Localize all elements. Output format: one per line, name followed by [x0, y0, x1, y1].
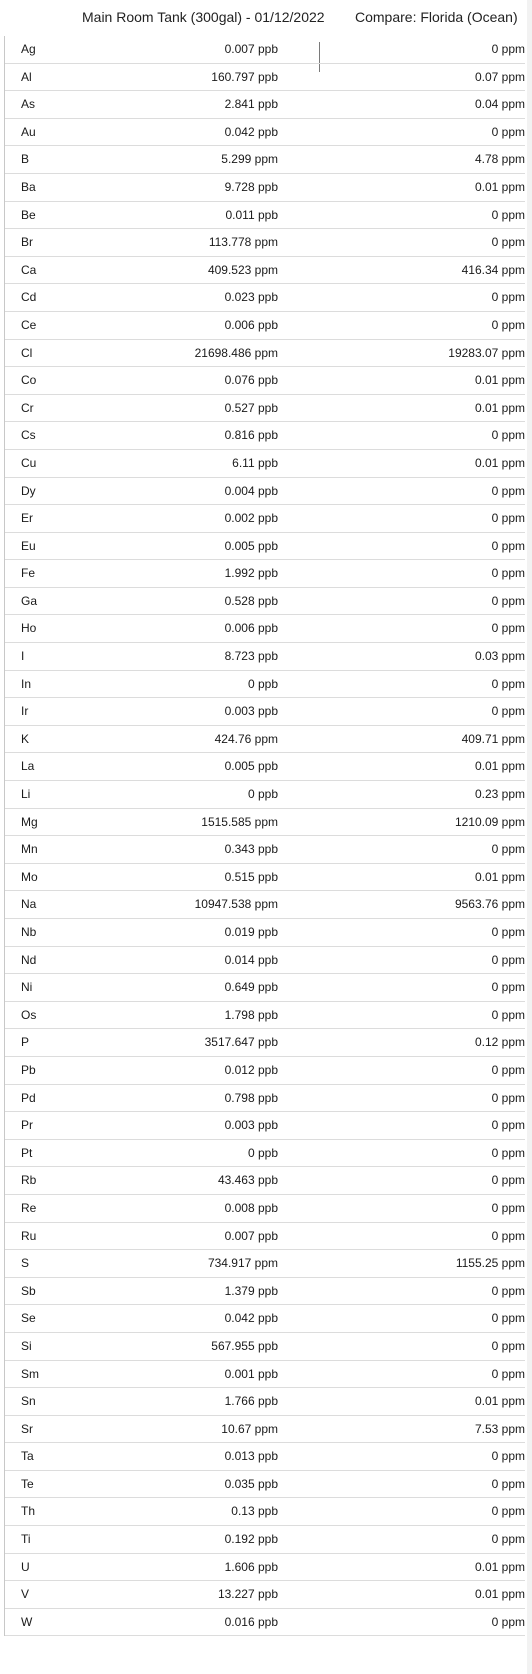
compare-value: 0.01 ppm	[474, 1394, 525, 1409]
tank-value: 0.343 ppb	[224, 842, 278, 857]
compare-value: 0 ppm	[491, 704, 525, 719]
tank-value: 0.001 ppb	[224, 1366, 278, 1381]
tank-value: 0.005 ppb	[224, 759, 278, 774]
element-symbol: Re	[21, 1200, 37, 1215]
compare-value: 0 ppm	[491, 1200, 525, 1215]
compare-value: 19283.07 ppm	[448, 345, 525, 360]
element-symbol: P	[21, 1035, 30, 1050]
table-row	[5, 1195, 525, 1223]
tank-value: 0.003 ppb	[224, 1118, 278, 1133]
element-symbol: Pd	[21, 1090, 36, 1105]
element-symbol: Ba	[21, 179, 36, 194]
tank-value: 0.004 ppb	[224, 483, 278, 498]
element-symbol: Cd	[21, 290, 37, 305]
element-symbol: Ho	[21, 621, 37, 636]
element-symbol: W	[21, 1614, 33, 1629]
compare-value: 0 ppm	[491, 1145, 525, 1160]
tank-value: 10947.538 ppm	[194, 897, 278, 912]
compare-value: 0 ppm	[491, 290, 525, 305]
table-row	[5, 974, 525, 1002]
element-symbol: Fe	[21, 566, 36, 581]
table-row	[5, 781, 525, 809]
table-row	[5, 312, 525, 340]
compare-value: 9563.76 ppm	[454, 897, 525, 912]
compare-value: 0 ppm	[491, 1449, 525, 1464]
tank-column-title: Main Room Tank (300gal) - 01/12/2022	[82, 9, 325, 25]
tank-value: 0.006 ppb	[224, 621, 278, 636]
compare-value: 0.01 ppm	[474, 759, 525, 774]
table-row	[5, 1581, 525, 1609]
tank-value: 0.023 ppb	[224, 290, 278, 305]
compare-value: 0 ppm	[491, 1504, 525, 1519]
compare-value: 0 ppm	[491, 980, 525, 995]
element-symbol: Si	[21, 1338, 32, 1353]
table-row	[5, 1029, 525, 1057]
compare-value: 0 ppm	[491, 1283, 525, 1298]
tank-value: 13.227 ppb	[217, 1587, 278, 1602]
tank-value: 0.003 ppb	[224, 704, 278, 719]
table-row	[5, 395, 525, 423]
tank-value: 0 ppb	[247, 1145, 278, 1160]
table-row	[5, 809, 525, 837]
element-symbol: B	[21, 152, 30, 167]
element-symbol: Au	[21, 124, 36, 139]
element-symbol: Ni	[21, 980, 33, 995]
table-row	[5, 367, 525, 395]
table-row	[5, 588, 525, 616]
tank-value: 0.013 ppb	[224, 1449, 278, 1464]
tank-value: 1.766 ppb	[224, 1394, 278, 1409]
element-symbol: K	[21, 731, 30, 746]
tank-value: 0.035 ppb	[224, 1476, 278, 1491]
compare-value: 0 ppm	[491, 1173, 525, 1188]
element-symbol: Pr	[21, 1118, 33, 1133]
element-symbol: Os	[21, 1007, 37, 1022]
table-row	[5, 1140, 525, 1168]
table-row	[5, 947, 525, 975]
compare-value: 0.01 ppm	[474, 373, 525, 388]
tank-value: 0.649 ppb	[224, 980, 278, 995]
tank-value: 1515.585 ppm	[201, 814, 278, 829]
element-symbol: Dy	[21, 483, 36, 498]
tank-value: 0.042 ppb	[224, 1311, 278, 1326]
element-symbol: Cl	[21, 345, 33, 360]
table-row	[5, 1416, 525, 1444]
element-symbol: Na	[21, 897, 37, 912]
element-symbol: Ag	[21, 42, 36, 56]
element-symbol: Mn	[21, 842, 38, 857]
table-row	[5, 1057, 525, 1085]
tank-value: 0.515 ppb	[224, 869, 278, 884]
tank-value: 0.005 ppb	[224, 538, 278, 553]
element-symbol: Nb	[21, 925, 37, 939]
tank-value: 5.299 ppm	[221, 152, 278, 167]
compare-value: 0.01 ppm	[474, 455, 525, 470]
element-symbol: Ti	[21, 1532, 31, 1547]
table-row	[5, 478, 525, 506]
table-row	[5, 64, 525, 92]
compare-value: 0 ppm	[491, 952, 525, 967]
tank-value: 0.011 ppb	[225, 207, 278, 222]
compare-value: 0 ppm	[491, 1476, 525, 1491]
compare-value: 0 ppm	[491, 593, 525, 608]
table-row	[5, 753, 525, 781]
tank-value: 409.523 ppm	[207, 262, 278, 277]
element-symbol: U	[21, 1559, 30, 1574]
comparison-header	[0, 0, 532, 36]
tank-value: 0.008 ppb	[224, 1200, 278, 1215]
element-symbol: Ga	[21, 593, 38, 608]
element-symbol: Cr	[21, 400, 34, 415]
element-symbol: La	[21, 759, 35, 774]
table-row	[5, 726, 525, 754]
element-symbol: As	[21, 97, 36, 112]
compare-value: 0 ppm	[491, 1614, 525, 1629]
tank-value: 160.797 ppb	[211, 69, 278, 84]
element-symbol: Mg	[21, 814, 38, 829]
element-symbol: Sn	[21, 1394, 36, 1409]
tank-value: 1.379 ppb	[224, 1283, 278, 1298]
table-row	[5, 91, 525, 119]
compare-value: 0.01 ppm	[474, 869, 525, 884]
compare-value: 0 ppm	[491, 1338, 525, 1353]
compare-value: 0.23 ppm	[474, 787, 525, 802]
element-symbol: Cu	[21, 455, 37, 470]
element-symbol: Cs	[21, 428, 36, 443]
table-row	[5, 1085, 525, 1113]
compare-value: 0 ppm	[491, 42, 525, 56]
compare-value: 409.71 ppm	[461, 731, 525, 746]
tank-value: 1.992 ppb	[224, 566, 278, 581]
table-row	[5, 1388, 525, 1416]
tank-value: 424.76 ppm	[214, 731, 278, 746]
tank-value: 0.006 ppb	[224, 317, 278, 332]
tank-value: 6.11 ppb	[232, 455, 278, 470]
compare-value: 0 ppm	[491, 1090, 525, 1105]
table-row	[5, 643, 525, 671]
element-symbol: Se	[21, 1311, 36, 1326]
table-row	[5, 1471, 525, 1499]
compare-value: 0 ppm	[491, 1062, 525, 1077]
compare-column-title: Compare: Florida (Ocean)	[355, 9, 518, 25]
element-symbol: Ca	[21, 262, 37, 277]
compare-value: 0.01 ppm	[474, 1559, 525, 1574]
element-symbol: Sr	[21, 1421, 33, 1436]
tank-value: 0.014 ppb	[224, 952, 278, 967]
element-symbol: Er	[21, 511, 33, 526]
scroll-edge	[527, 0, 532, 1674]
element-symbol: Te	[21, 1476, 34, 1491]
table-row	[5, 1112, 525, 1140]
element-symbol: Mo	[21, 869, 38, 884]
tank-value: 0.002 ppb	[224, 511, 278, 526]
element-symbol: Ta	[21, 1449, 34, 1464]
tank-value: 21698.486 ppm	[194, 345, 278, 360]
table-row	[5, 284, 525, 312]
compare-value: 0.12 ppm	[474, 1035, 525, 1050]
tank-value: 0.019 ppb	[224, 925, 278, 939]
table-row	[5, 836, 525, 864]
element-symbol: Sb	[21, 1283, 36, 1298]
table-row	[5, 1167, 525, 1195]
compare-value: 0.04 ppm	[474, 97, 525, 112]
element-symbol: Al	[21, 69, 32, 84]
table-row	[5, 1361, 525, 1389]
table-row	[5, 1609, 525, 1637]
element-symbol: Ce	[21, 317, 37, 332]
tank-value: 0 ppb	[247, 676, 278, 691]
table-row	[5, 450, 525, 478]
compare-value: 0.07 ppm	[474, 69, 525, 84]
table-row	[5, 1554, 525, 1582]
table-row	[5, 1526, 525, 1554]
tank-value: 0.042 ppb	[224, 124, 278, 139]
compare-value: 0 ppm	[491, 1118, 525, 1133]
table-row	[5, 533, 525, 561]
table-row	[5, 505, 525, 533]
tank-value: 0 ppb	[247, 787, 278, 802]
compare-value: 0 ppm	[491, 235, 525, 250]
table-row	[5, 146, 525, 174]
compare-value: 4.78 ppm	[474, 152, 525, 167]
compare-value: 0 ppm	[491, 676, 525, 691]
compare-value: 0 ppm	[491, 538, 525, 553]
table-row	[5, 1305, 525, 1333]
compare-value: 0 ppm	[491, 1007, 525, 1022]
tank-value: 1.606 ppb	[224, 1559, 278, 1574]
compare-value: 0 ppm	[491, 1311, 525, 1326]
compare-value: 0 ppm	[491, 483, 525, 498]
table-row	[5, 1250, 525, 1278]
element-symbol: Br	[21, 235, 33, 250]
tank-value: 0.13 ppb	[231, 1504, 278, 1519]
compare-value: 0 ppm	[491, 925, 525, 939]
table-row	[5, 229, 525, 257]
table-row	[5, 891, 525, 919]
compare-value: 0 ppm	[491, 842, 525, 857]
tank-value: 0.007 ppb	[224, 42, 278, 56]
table-row	[5, 1443, 525, 1471]
compare-value: 416.34 ppm	[461, 262, 525, 277]
table-row	[5, 36, 525, 64]
table-row	[5, 422, 525, 450]
table-row	[5, 919, 525, 947]
compare-value: 0 ppm	[491, 428, 525, 443]
tank-value: 8.723 ppb	[224, 649, 278, 664]
tank-value: 10.67 ppm	[221, 1421, 278, 1436]
tank-value: 0.528 ppb	[224, 593, 278, 608]
compare-value: 0.01 ppm	[474, 400, 525, 415]
table-row	[5, 1002, 525, 1030]
table-row	[5, 615, 525, 643]
compare-value: 0 ppm	[491, 1228, 525, 1243]
element-symbol: V	[21, 1587, 30, 1602]
tank-value: 9.728 ppb	[224, 179, 278, 194]
table-row	[5, 119, 525, 147]
element-symbol: S	[21, 1256, 30, 1271]
element-symbol: Ir	[21, 704, 29, 719]
tank-value: 1.798 ppb	[224, 1007, 278, 1022]
table-row	[5, 1498, 525, 1526]
element-symbol: Th	[21, 1504, 36, 1519]
tank-value: 0.192 ppb	[224, 1532, 278, 1547]
compare-value: 0 ppm	[491, 621, 525, 636]
tank-value: 0.076 ppb	[224, 373, 278, 388]
compare-value: 0 ppm	[491, 511, 525, 526]
element-symbol: Pt	[21, 1145, 33, 1160]
element-symbol: Be	[21, 207, 36, 222]
element-symbol: Li	[21, 787, 31, 802]
compare-value: 1155.25 ppm	[455, 1256, 525, 1271]
element-symbol: Sm	[21, 1366, 39, 1381]
element-symbol: Eu	[21, 538, 36, 553]
compare-value: 0 ppm	[491, 566, 525, 581]
tank-value: 2.841 ppb	[224, 97, 278, 112]
compare-value: 0 ppm	[491, 207, 525, 222]
element-symbol: Rb	[21, 1173, 37, 1188]
table-row	[5, 1223, 525, 1251]
compare-value: 0 ppm	[491, 1532, 525, 1547]
table-row	[5, 864, 525, 892]
tank-value: 113.778 ppm	[208, 235, 278, 250]
element-table	[4, 36, 525, 1636]
table-row	[5, 202, 525, 230]
element-symbol: I	[21, 649, 25, 664]
compare-value: 0 ppm	[491, 317, 525, 332]
table-row	[5, 698, 525, 726]
tank-value: 3517.647 ppb	[204, 1035, 278, 1050]
compare-value: 0 ppm	[491, 1366, 525, 1381]
tank-value: 0.816 ppb	[224, 428, 278, 443]
compare-value: 0.03 ppm	[474, 649, 525, 664]
tank-value: 0.016 ppb	[224, 1614, 278, 1629]
table-row	[5, 174, 525, 202]
element-symbol: Nd	[21, 952, 37, 967]
tank-value: 567.955 ppb	[211, 1338, 278, 1353]
tank-value: 0.527 ppb	[224, 400, 278, 415]
table-row	[5, 340, 525, 368]
compare-value: 0.01 ppm	[474, 1587, 525, 1602]
table-row	[5, 1333, 525, 1361]
tank-value: 43.463 ppb	[217, 1173, 278, 1188]
element-symbol: In	[21, 676, 32, 691]
table-row	[5, 671, 525, 699]
tank-value: 0.012 ppb	[224, 1062, 278, 1077]
compare-value: 7.53 ppm	[474, 1421, 525, 1436]
table-row	[5, 257, 525, 285]
element-symbol: Co	[21, 373, 37, 388]
compare-value: 1210.09 ppm	[454, 814, 525, 829]
tank-value: 734.917 ppm	[207, 1256, 278, 1271]
compare-value: 0 ppm	[491, 124, 525, 139]
table-row	[5, 1278, 525, 1306]
element-symbol: Pb	[21, 1062, 36, 1077]
compare-value: 0.01 ppm	[474, 179, 525, 194]
tank-value: 0.007 ppb	[224, 1228, 278, 1243]
element-symbol: Ru	[21, 1228, 37, 1243]
table-row	[5, 560, 525, 588]
tank-value: 0.798 ppb	[224, 1090, 278, 1105]
